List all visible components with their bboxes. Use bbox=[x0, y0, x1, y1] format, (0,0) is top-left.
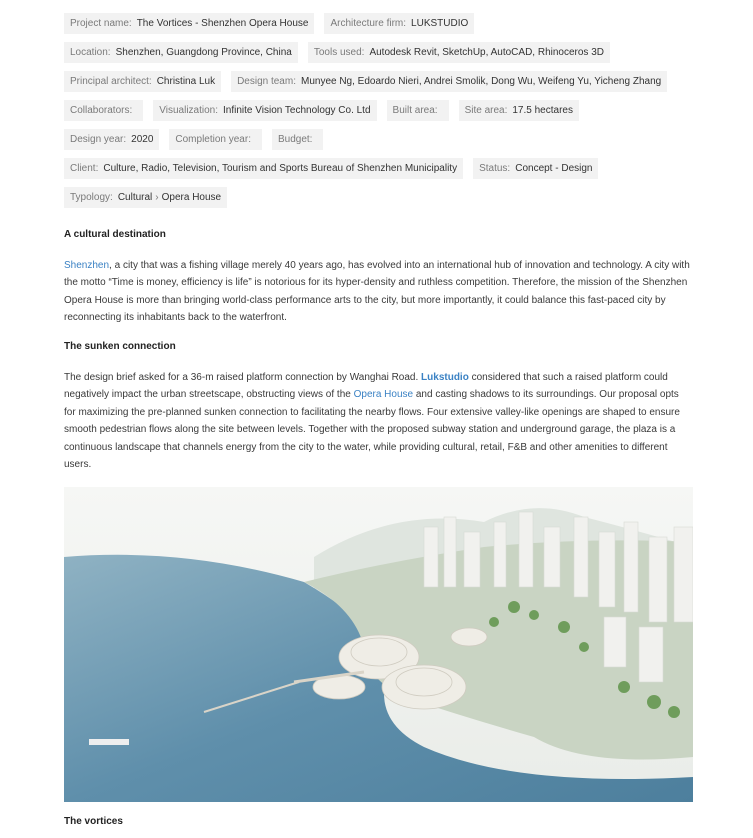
meta-tag-principal-architect bbox=[64, 71, 221, 92]
meta-value[interactable]: Concept - Design bbox=[515, 163, 593, 174]
meta-tag-status[interactable] bbox=[473, 158, 598, 179]
meta-row-4 bbox=[64, 96, 667, 125]
meta-key: Built area: bbox=[392, 105, 438, 116]
meta-value[interactable]: 2020 bbox=[131, 134, 154, 145]
heading-cultural-destination: A cultural destination bbox=[64, 229, 166, 240]
meta-key: Collaborators: bbox=[70, 105, 133, 116]
meta-tag-collaborators bbox=[64, 100, 143, 121]
heading-vortices: The vortices bbox=[64, 816, 123, 827]
meta-key: Project name: bbox=[70, 18, 132, 29]
meta-row-3 bbox=[64, 67, 667, 96]
meta-tag-client bbox=[64, 158, 463, 179]
meta-tag-design-year[interactable] bbox=[64, 129, 159, 150]
meta-row-5 bbox=[64, 125, 667, 154]
paragraph-cultural-destination bbox=[64, 257, 693, 327]
typology-opera-house-link[interactable]: Opera House bbox=[161, 192, 222, 203]
meta-tag-built-area bbox=[387, 100, 449, 121]
paragraph-text: , a city that was a fishing village merely 40 years ago, has evolved into an international hub of innovation and technology. A city with the motto “Time is money, efficiency is life” is notorious for its hyper-density and ruthless competition. Therefore, the mission of the Shenzhen Opera House is more than bringing world-class performance arts to the city, but more importantly, it could balance this fast-paced city by reconnecting its inhabitants back to the waterfront. bbox=[64, 260, 690, 324]
meta-tag-typology bbox=[64, 187, 227, 208]
meta-value[interactable]: Autodesk Revit, SketchUp, AutoCAD, Rhinoceros 3D bbox=[369, 47, 604, 58]
meta-value: 17.5 hectares bbox=[512, 105, 573, 116]
meta-value: Munyee Ng, Edoardo Nieri, Andrei Smolik, Dong Wu, Weifeng Yu, Yicheng Zhang bbox=[300, 76, 662, 87]
paragraph-text: considered that such a raised platform could negatively impact the urban streetscape, obstructing views of the bbox=[64, 372, 668, 401]
meta-row-2 bbox=[64, 38, 667, 67]
meta-key: Visualization: bbox=[159, 105, 219, 116]
meta-tag-site-area bbox=[459, 100, 579, 121]
meta-value bbox=[118, 192, 221, 203]
meta-tag-project-name bbox=[64, 13, 314, 34]
meta-tag-budget bbox=[272, 129, 323, 150]
meta-key: Status: bbox=[479, 163, 511, 174]
typology-separator: › bbox=[155, 192, 159, 203]
heading-sunken-connection: The sunken connection bbox=[64, 341, 176, 352]
meta-key: Budget: bbox=[277, 134, 313, 145]
meta-key: Architecture firm: bbox=[330, 18, 407, 29]
typology-cultural-link[interactable]: Cultural bbox=[117, 192, 153, 203]
meta-value: The Vortices - Shenzhen Opera House bbox=[136, 18, 309, 29]
meta-row-7 bbox=[64, 183, 667, 212]
paragraph-text: The design brief asked for a 36-m raised platform connection by Wanghai Road. bbox=[64, 372, 422, 383]
lukstudio-link[interactable]: Lukstudio bbox=[421, 372, 469, 383]
meta-tag-completion-year bbox=[169, 129, 262, 150]
paragraph-text: and casting shadows to its surroundings. Our proposal opts for maximizing the pre-planned sunken connection to facilitating the nearby flows. Four extensive valley-like openings are shaped to ensure smooth pedestrian flows along the site between levels. Together with the proposed subway station and underground garage, the plaza is a continuous landscape that channels energy from the city to the water, while providing cultural, retail, F&B and other amenities to different users. bbox=[64, 389, 680, 471]
meta-key: Location: bbox=[70, 47, 111, 58]
meta-value[interactable]: Shenzhen, Guangdong Province, China bbox=[115, 47, 292, 58]
meta-tag-architecture-firm[interactable] bbox=[324, 13, 474, 34]
meta-row-1 bbox=[64, 9, 667, 38]
meta-value[interactable]: LUKSTUDIO bbox=[411, 18, 469, 29]
meta-key: Principal architect: bbox=[70, 76, 152, 87]
meta-key: Typology: bbox=[70, 192, 113, 203]
shenzhen-link[interactable]: Shenzhen bbox=[64, 260, 110, 271]
meta-row-6 bbox=[64, 154, 667, 183]
meta-value: Christina Luk bbox=[156, 76, 216, 87]
aerial-render-image[interactable] bbox=[64, 487, 693, 802]
meta-value: Infinite Vision Technology Co. Ltd bbox=[223, 105, 371, 116]
paragraph-sunken-connection bbox=[64, 369, 693, 473]
opera-house-link[interactable]: Opera House bbox=[353, 389, 414, 401]
meta-key: Client: bbox=[70, 163, 99, 174]
meta-key: Design year: bbox=[70, 134, 127, 145]
aerial-render-illustration bbox=[64, 487, 693, 802]
meta-tag-design-team bbox=[231, 71, 667, 92]
project-meta bbox=[64, 9, 667, 212]
meta-key: Completion year: bbox=[175, 134, 251, 145]
meta-value: Culture, Radio, Television, Tourism and Sports Bureau of Shenzhen Municipality bbox=[103, 163, 458, 174]
meta-key: Tools used: bbox=[313, 47, 365, 58]
meta-key: Site area: bbox=[464, 105, 508, 116]
meta-tag-location[interactable] bbox=[64, 42, 298, 63]
meta-tag-visualization bbox=[153, 100, 376, 121]
meta-key: Design team: bbox=[237, 76, 296, 87]
meta-tag-tools-used[interactable] bbox=[308, 42, 610, 63]
